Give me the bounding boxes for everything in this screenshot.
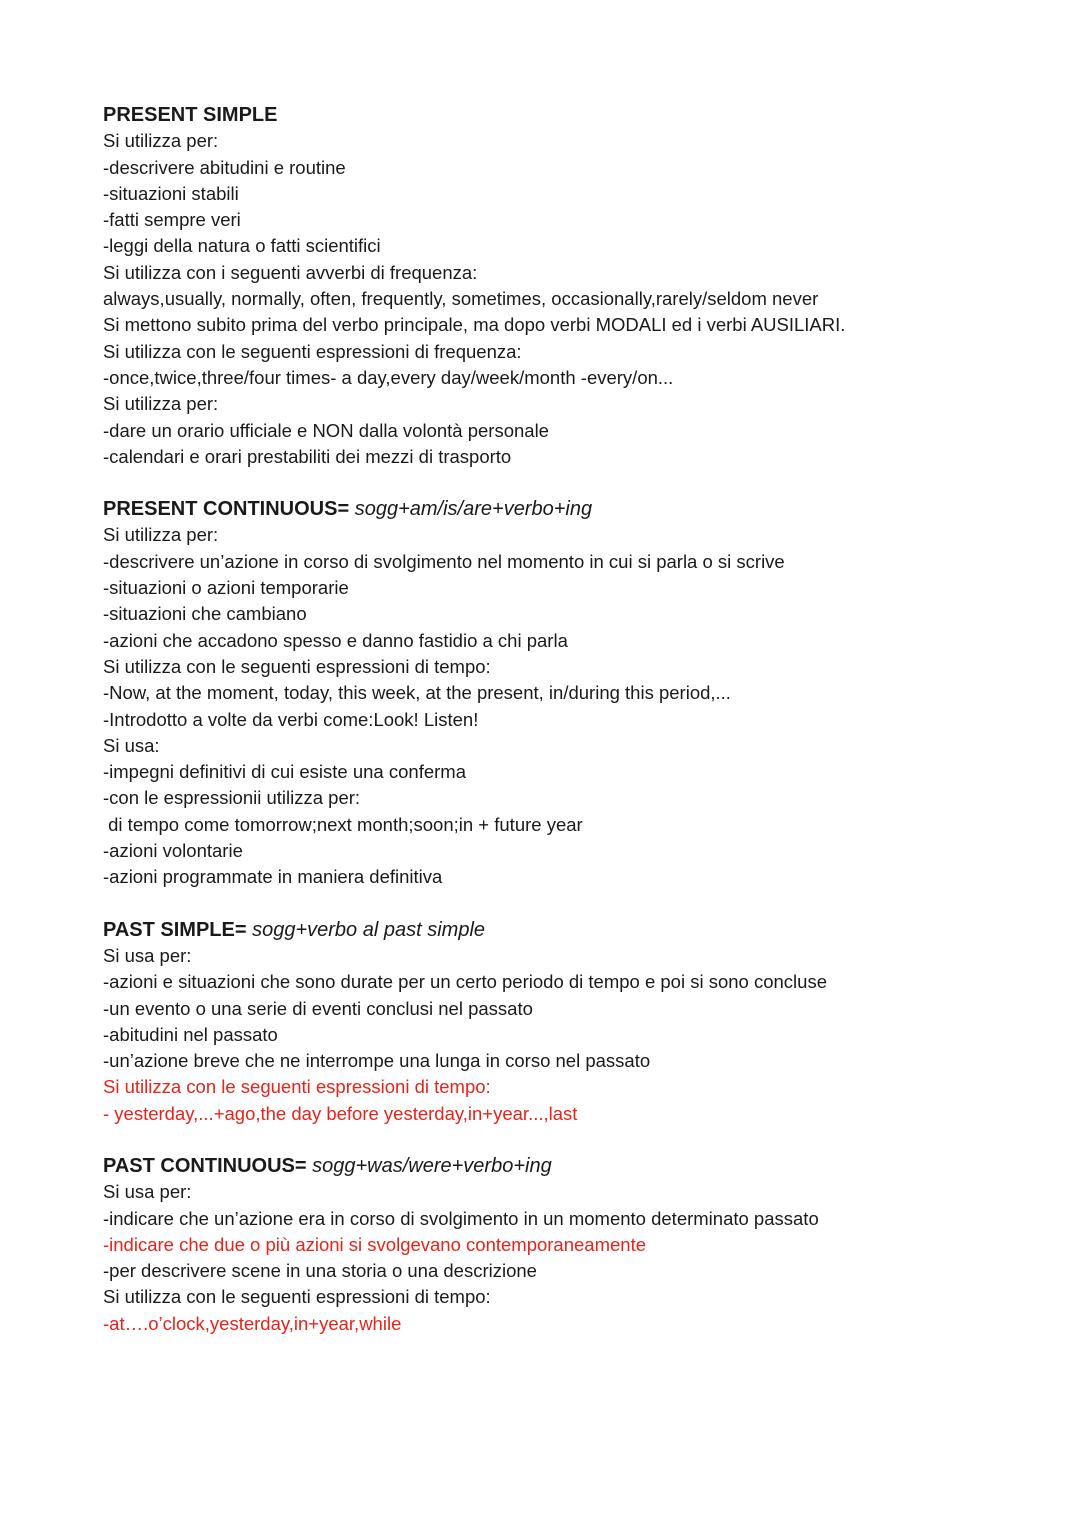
section-formula: sogg+was/were+verbo+ing: [306, 1154, 552, 1177]
text-line: Si usa per:: [103, 1181, 192, 1203]
text-line: Si usa per:: [103, 944, 192, 966]
highlighted-line: -at….o’clock,yesterday,in+year,while: [103, 1312, 402, 1334]
text-line: -azioni che accadono spesso e danno fastidio a chi parla: [103, 629, 568, 651]
section-formula: sogg+am/is/are+verbo+ing: [349, 498, 593, 521]
document-page: [103, 102, 1043, 1337]
text-line: -fatti sempre veri: [103, 209, 241, 231]
text-line: Si utilizza con i seguenti avverbi di frequenza:: [103, 261, 478, 283]
section-title: PRESENT CONTINUOUS=: [103, 498, 350, 521]
highlighted-line: Si utilizza con le seguenti espressioni di tempo:: [103, 1076, 491, 1098]
section-past-simple: [103, 917, 1043, 1127]
text-line: -abitudini nel passato: [103, 1023, 278, 1045]
section-title: PAST SIMPLE=: [103, 918, 247, 941]
section-title: PAST CONTINUOUS=: [103, 1154, 307, 1177]
text-line: -un evento o una serie di eventi conclusi nel passato: [103, 997, 533, 1019]
text-line: -indicare che un’azione era in corso di svolgimento in un momento determinato passato: [103, 1207, 819, 1229]
text-line: -calendari e orari prestabiliti dei mezzi di trasporto: [103, 445, 512, 467]
section-title: PRESENT SIMPLE: [103, 104, 278, 126]
text-line: -per descrivere scene in una storia o una descrizione: [103, 1260, 537, 1282]
text-line: di tempo come tomorrow;next month;soon;in + future year: [103, 813, 583, 835]
text-line: -descrivere un’azione in corso di svolgimento nel momento in cui si parla o si scrive: [103, 550, 785, 572]
text-line: -dare un orario ufficiale e NON dalla volontà personale: [103, 419, 549, 441]
text-line: -un’azione breve che ne interrompe una lunga in corso nel passato: [103, 1050, 651, 1072]
section-present-simple: [103, 102, 1043, 470]
text-line: Si utilizza con le seguenti espressioni di tempo:: [103, 1286, 491, 1308]
text-line: Si mettono subito prima del verbo principale, ma dopo verbi MODALI ed i verbi AUSILIARI.: [103, 314, 846, 336]
section-heading: [103, 1153, 1043, 1179]
text-line: Si utilizza per:: [103, 130, 219, 152]
section-formula: sogg+verbo al past simple: [246, 918, 486, 941]
highlighted-line: - yesterday,...+ago,the day before yesterday,in+year...,last: [103, 1102, 578, 1124]
text-line: -azioni e situazioni che sono durate per un certo periodo di tempo e poi si sono concluse: [103, 971, 827, 993]
section-present-continuous: [103, 496, 1043, 890]
text-line: Si utilizza con le seguenti espressioni di frequenza:: [103, 340, 522, 362]
text-line: always,usually, normally, often, frequently, sometimes, occasionally,rarely/seldom never: [103, 288, 819, 310]
section-heading: [103, 917, 1043, 943]
section-past-continuous: [103, 1153, 1043, 1337]
text-line: -once,twice,three/four times- a day,every day/week/month -every/on...: [103, 366, 674, 388]
text-line: -situazioni stabili: [103, 182, 239, 204]
text-line: -leggi della natura o fatti scientifici: [103, 235, 381, 257]
text-line: -con le espressionii utilizza per:: [103, 787, 361, 809]
section-heading: [103, 102, 1043, 128]
text-line: -Introdotto a volte da verbi come:Look! Listen!: [103, 708, 479, 730]
text-line: Si utilizza per:: [103, 524, 219, 546]
text-line: Si usa:: [103, 734, 160, 756]
text-line: -Now, at the moment, today, this week, at the present, in/during this period,...: [103, 682, 731, 704]
text-line: -descrivere abitudini e routine: [103, 156, 346, 178]
text-line: -impegni definitivi di cui esiste una conferma: [103, 761, 466, 783]
text-line: -situazioni o azioni temporarie: [103, 577, 349, 599]
text-line: -situazioni che cambiano: [103, 603, 307, 625]
text-line: Si utilizza per:: [103, 393, 219, 415]
section-heading: [103, 496, 1043, 522]
text-line: -azioni volontarie: [103, 840, 243, 862]
highlighted-line: -indicare che due o più azioni si svolgevano contemporaneamente: [103, 1233, 647, 1255]
text-line: Si utilizza con le seguenti espressioni di tempo:: [103, 655, 491, 677]
text-line: -azioni programmate in maniera definitiva: [103, 866, 443, 888]
